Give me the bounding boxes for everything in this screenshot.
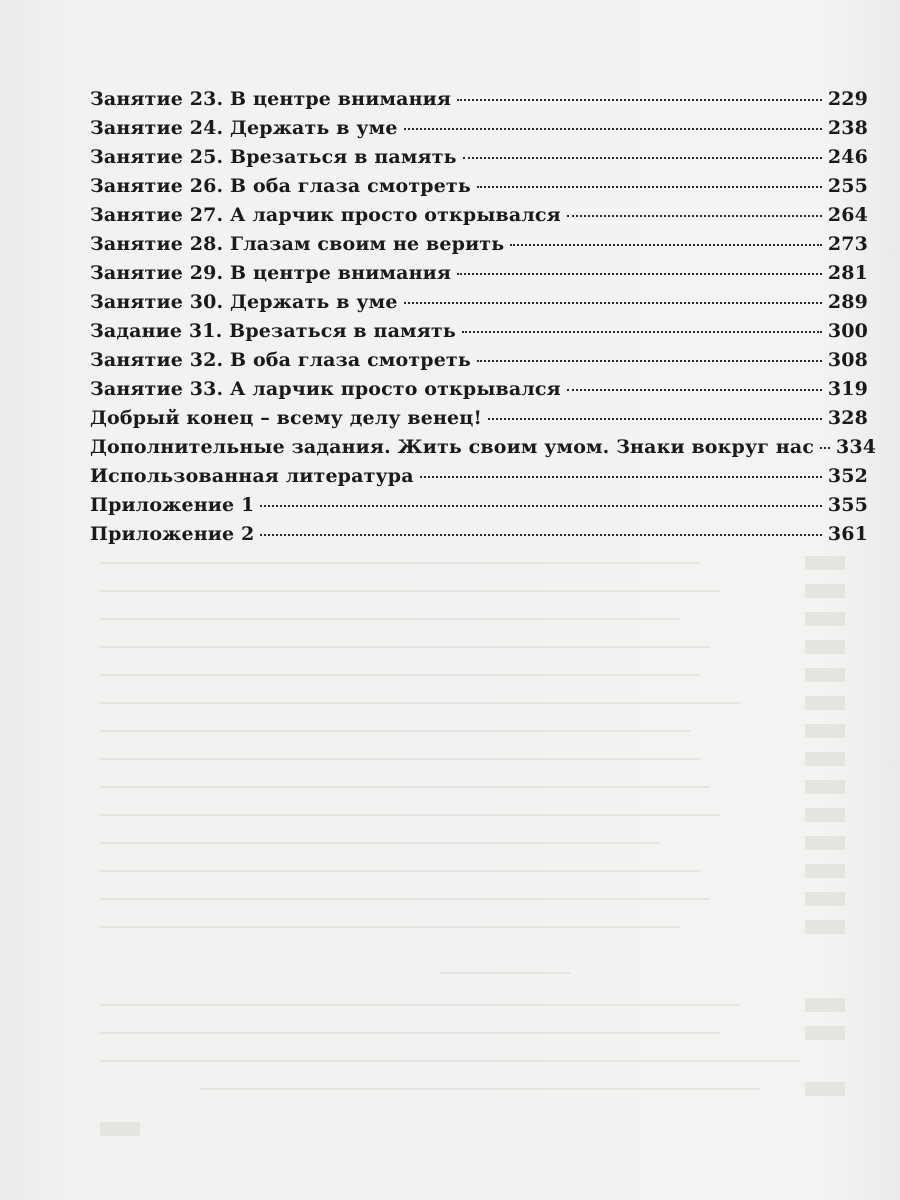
dot-leader	[488, 418, 822, 420]
toc-entry-title: Дополнительные задания. Жить своим умом. Знаки вокруг нас	[90, 436, 815, 458]
toc-entry	[90, 117, 868, 146]
toc-entry-title: Занятие 32. В оба глаза смотреть	[90, 349, 471, 371]
dot-leader	[260, 505, 821, 507]
toc-entry-title: Задание 31. Врезаться в память	[90, 320, 456, 342]
toc-entry-page: 355	[827, 494, 868, 516]
dot-leader	[510, 244, 822, 246]
toc-entry-page: 289	[827, 291, 868, 313]
dot-leader	[567, 389, 822, 391]
toc-entry-title: Занятие 27. А ларчик просто открывался	[90, 204, 561, 226]
toc-entry-title: Занятие 33. А ларчик просто открывался	[90, 378, 561, 400]
toc-entry	[90, 88, 868, 117]
toc-entry-title: Приложение 1	[90, 494, 255, 516]
toc-entry-page: 361	[827, 523, 868, 545]
toc-entry-title: Занятие 25. Врезаться в память	[90, 146, 457, 168]
dot-leader	[260, 534, 821, 536]
toc-entry-page: 319	[827, 378, 868, 400]
toc-entry	[90, 494, 868, 523]
toc-entry-title: Занятие 23. В центре внимания	[90, 88, 452, 110]
toc-entry	[90, 146, 868, 175]
dot-leader	[404, 302, 822, 304]
toc-entry-page: 255	[827, 175, 868, 197]
toc-entry	[90, 349, 868, 378]
toc-entry-page: 308	[827, 349, 868, 371]
dot-leader	[477, 360, 822, 362]
toc-entry	[90, 291, 868, 320]
toc-entry-page: 281	[827, 262, 868, 284]
toc-entry	[90, 320, 868, 349]
toc-entry-title: Занятие 24. Держать в уме	[90, 117, 398, 139]
toc-entry-title: Приложение 2	[90, 523, 255, 545]
toc-entry	[90, 465, 868, 494]
dot-leader	[457, 99, 822, 101]
toc-entry	[90, 175, 868, 204]
dot-leader	[477, 186, 822, 188]
toc-entry	[90, 262, 868, 291]
toc-entry	[90, 436, 877, 465]
toc-entry-title: Занятие 30. Держать в уме	[90, 291, 398, 313]
dot-leader	[462, 331, 822, 333]
dot-leader	[820, 447, 830, 449]
toc-entry	[90, 523, 868, 552]
toc-entry-page: 264	[827, 204, 868, 226]
toc-entry	[90, 204, 868, 233]
dot-leader	[404, 128, 822, 130]
toc-entry-page: 238	[827, 117, 868, 139]
toc-entry-title: Использованная литература	[90, 465, 414, 487]
toc-entry	[90, 407, 868, 436]
toc-entry	[90, 233, 868, 262]
toc-entry	[90, 378, 868, 407]
toc-entry-page: 273	[827, 233, 868, 255]
dot-leader	[567, 215, 822, 217]
toc-entry-title: Добрый конец – всему делу венец!	[90, 407, 482, 429]
toc-entry-page: 229	[827, 88, 868, 110]
dot-leader	[463, 157, 822, 159]
dot-leader	[420, 476, 822, 478]
toc-entry-title: Занятие 29. В центре внимания	[90, 262, 452, 284]
toc-entry-page: 352	[827, 465, 868, 487]
toc-entry-title: Занятие 26. В оба глаза смотреть	[90, 175, 471, 197]
dot-leader	[457, 273, 822, 275]
toc-entry-title: Занятие 28. Глазам своим не верить	[90, 233, 505, 255]
toc-entry-page: 334	[836, 436, 877, 458]
table-of-contents	[90, 88, 877, 552]
toc-entry-page: 328	[827, 407, 868, 429]
toc-entry-page: 300	[827, 320, 868, 342]
toc-entry-page: 246	[827, 146, 868, 168]
